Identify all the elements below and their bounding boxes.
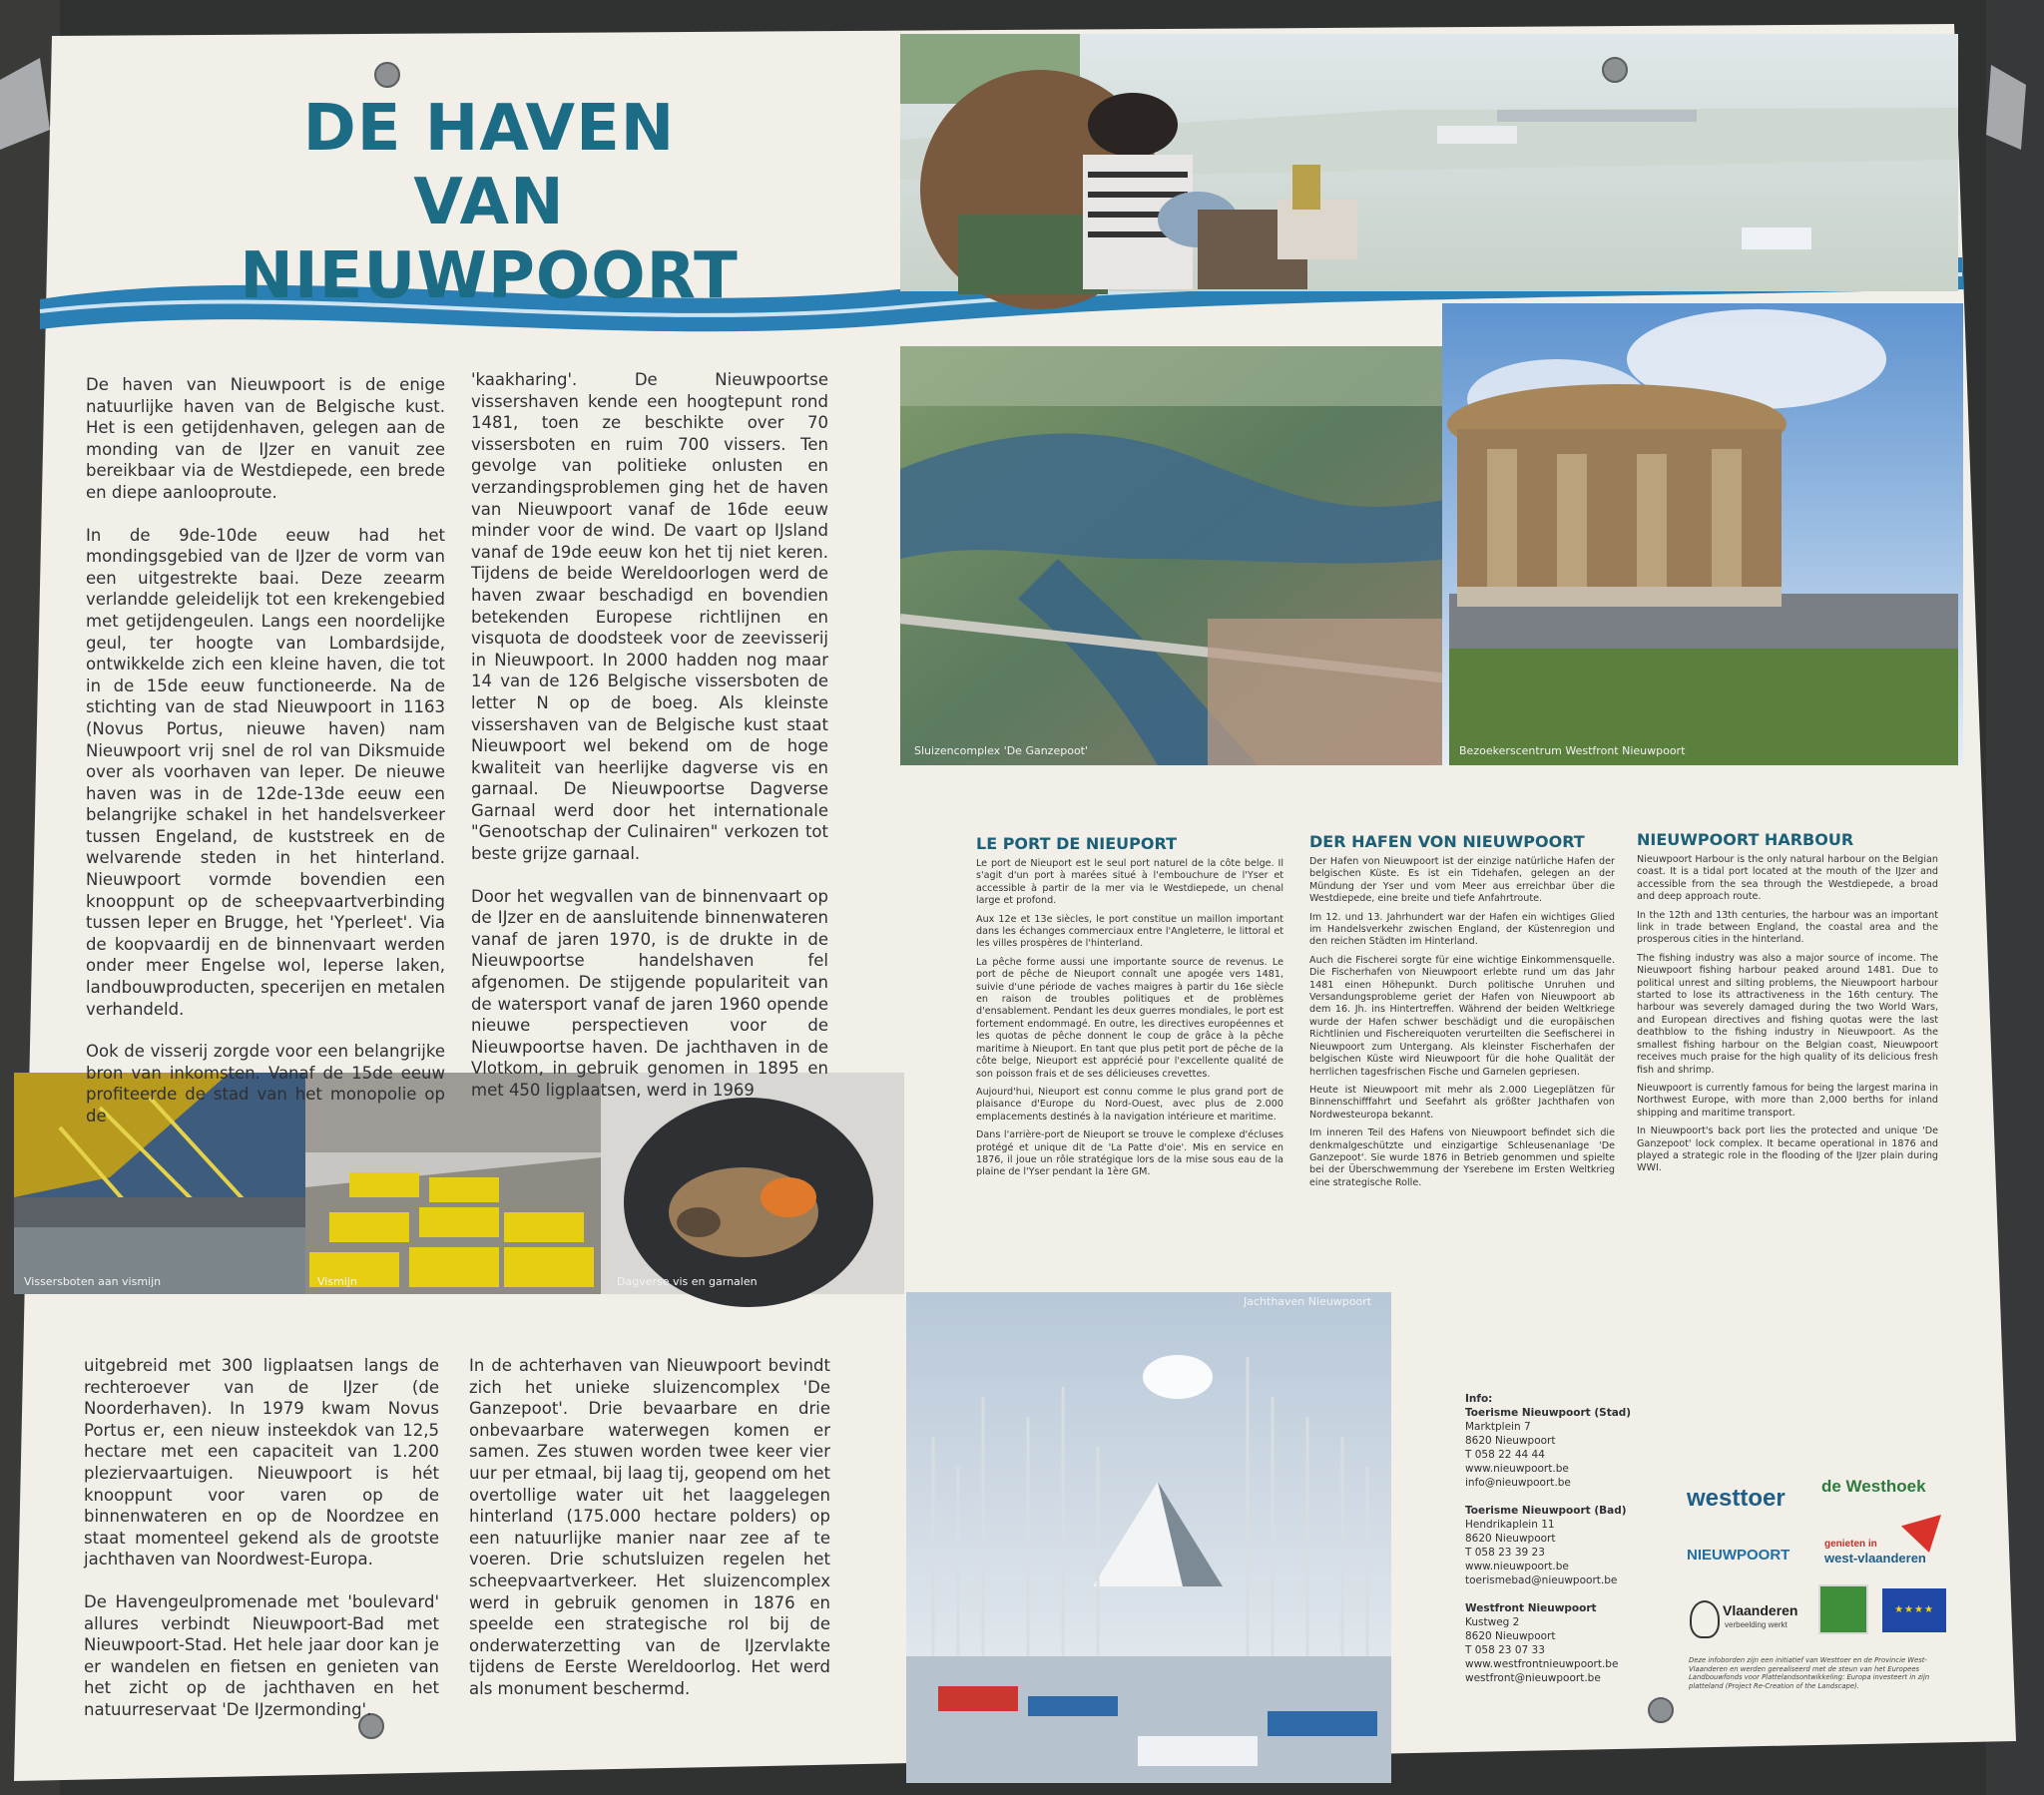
dutch-column-3 <box>84 1355 439 1742</box>
info-block <box>1465 1392 1685 1699</box>
paragraph: De Havengeulpromenade met 'boulevard' allures verbindt Nieuwpoort-Bad met Nieuwpoort-Stad. Het hele jaar door kan je er wandelen en fietsen en genieten van het zicht op de jachthaven en het natuurreservaat 'De IJzermonding'. <box>84 1591 439 1719</box>
info-label: Info: <box>1465 1393 1493 1405</box>
paragraph: Nieuwpoort is currently famous for being the largest marina in Northwest Europe, with more than 2,000 berths for inland shipping and maritime transport. <box>1637 1082 1938 1119</box>
email-link: westfront@nieuwpoort.be <box>1465 1672 1601 1684</box>
german-text <box>1309 856 1615 1195</box>
french-text <box>976 858 1283 1185</box>
paragraph: De haven van Nieuwpoort is de enige natuurlijke haven van de Belgische kust. Het is een getijdenhaven, gelegen aan de monding van de IJzer en vanuit zee bereikbaar via de Westdiepede, een brede en diepe aanlooproute. <box>86 375 445 502</box>
paragraph: Nieuwpoort Harbour is the only natural harbour on the Belgian coast. It is a tidal port located at the mouth of the IJzer and accessible from the sea through the Westdiepede, a broad and deep approach route. <box>1637 854 1938 903</box>
website-link: www.nieuwpoort.be <box>1465 1463 1569 1475</box>
french-heading: LE PORT DE NIEUPORT <box>976 834 1177 853</box>
vlaanderen-slogan: verbeelding werkt <box>1725 1620 1788 1629</box>
disclaimer-text: Deze infoborden zijn een initiatief van Westtoer en de Provincie West-Vlaanderen en werden gerealiseerd met de steun van het Europees Landbouwfonds voor Plattelandsontwikkeling: Europa investeert in zijn platteland (Project Re-Creation of the Landscape). <box>1689 1656 1930 1690</box>
paragraph: Le port de Nieuport est le seul port naturel de la côte belge. Il s'agit d'un port à marées situé à l'embouchure de l'Yser et accessible à partir de la mer via le Westdiepede, un chenal large et profond. <box>976 858 1283 907</box>
caption-boats: Vissersboten aan vismijn <box>24 1275 162 1288</box>
office-bad: Toerisme Nieuwpoort (Bad) Hendrikaplein 11 8620 Nieuwpoort T 058 23 39 23 www.nieuwpoort.be toerismebad@nieuwpoort.be <box>1465 1505 1627 1586</box>
caption-marina: Jachthaven Nieuwpoort <box>1244 1295 1372 1308</box>
caption-dish: Dagverse vis en garnalen <box>617 1275 758 1288</box>
paragraph: Heute ist Nieuwpoort mit mehr als 2.000 Liegeplätzen für Binnenschifffahrt und Seefahrt als größter Jachthafen von Nordwesteuropa bekannt. <box>1309 1084 1615 1121</box>
west-vlaanderen-logo-line1: genieten in <box>1824 1539 1877 1550</box>
paragraph: Ook de visserij zorgde voor een belangrijke bron van inkomsten. Vanaf de 15de eeuw profiteerde de stad van het monopolie op de <box>86 1042 445 1125</box>
paragraph: 'kaakharing'. De Nieuwpoortse vissershaven kende een hoogtepunt rond 1481, toen ze beschikte over 70 vissersboten en ruim 700 vissers. Ten gevolge van politieke onlusten en verzandingsproblemen ging het de haven van Nieuwpoort vanaf de 16de eeuw minder voor de wind. De vaart op IJsland vanaf de 19de eeuw kon het tij niet keren. Tijdens de beide Wereldoorlogen werd de haven zwaar beschadigd en bovendien betekenden Europese richtlijnen en visquota de doodsteek voor de zeevisserij in Nieuwpoort. In 2000 hadden nog maar 14 van de 126 Belgische vissersboten de letter N op de boeg. Als kleinste vissershaven van de Belgische kust staat Nieuwpoort wel bekend om de hoge kwaliteit van heerlijke dagverse vis en garnaal. De Nieuwpoortse Dagverse Garnaal werd door het internationale "Genootschap der Culinairen" verkozen tot beste grijze garnaal. <box>471 370 828 864</box>
leader-logo-icon <box>1818 1584 1868 1634</box>
paragraph: La pêche forme aussi une importante source de revenus. Le port de pêche de Nieuport connaît une apogée vers 1481, suivie d'une période de vaches maigres à partir du 16e siècle en raison de troubles politiques et de problèmes d'ensablement. Pendant les deux guerres mondiales, le port est fortement endommagé. En outre, les directives européennes et les quotas de pêche donnent le coup de grâce à la pêche maritime à Nieuport. En tant que plus petit port de pêche de la côte belge, Nieuport est apprécié pour l'excellente qualité de son poisson frais et de ses délicieuses crevettes. <box>976 956 1283 1080</box>
caption-fishmarket: Vismijn <box>317 1275 357 1288</box>
website-link: www.westfrontnieuwpoort.be <box>1465 1658 1619 1670</box>
paragraph: uitgebreid met 300 ligplaatsen langs de rechteroever van de IJzer (de Noorderhaven). In 1979 kwam Novus Portus er, een nieuw insteekdok van 12,5 hectare met een capaciteit van 1.200 pleziervaartuigen. Nieuwpoort is hét knooppunt voor varen op de binnenwateren en op de Noordzee en staat momenteel gekend als de grootste jachthaven van Noordwest-Europa. <box>84 1356 439 1570</box>
paragraph: In the 12th and 13th centuries, the harbour was an important link in trade between England, the coastal area and the prosperous cities in the hinterland. <box>1637 909 1938 946</box>
dutch-column-1 <box>86 374 445 1148</box>
title-line-2: NIEUWPOORT <box>240 239 739 313</box>
paragraph: Aux 12e et 13e siècles, le port constitue un maillon important dans les échanges commerciaux entre l'Angleterre, le littoral et les villes prospères de l'hinterland. <box>976 913 1283 950</box>
paragraph: Im inneren Teil des Hafens von Nieuwpoort befindet sich die denkmalgeschützte und einzigartige Schleusenanlage 'De Ganzepoot'. Sie wurde 1876 in Betrieb genommen und spielte bei der Überschwemmung der Yserebene im Ersten Weltkrieg eine strategische Rolle. <box>1309 1127 1615 1188</box>
paragraph: In Nieuwpoort's back port lies the protected and unique 'De Ganzepoot' lock complex. It became operational in 1876 and played a strategic role in the flooding of the IJzer plain during WWI. <box>1637 1125 1938 1174</box>
caption-monument: Bezoekerscentrum Westfront Nieuwpoort <box>1459 744 1686 757</box>
email-link: toerismebad@nieuwpoort.be <box>1465 1574 1618 1586</box>
title-line-1: DE HAVEN VAN <box>302 92 676 239</box>
office-stad: Toerisme Nieuwpoort (Stad) Marktplein 7 8620 Nieuwpoort T 058 22 44 44 www.nieuwpoort.be info@nieuwpoort.be <box>1465 1407 1632 1489</box>
caption-aerial: Sluizencomplex 'De Ganzepoot' <box>914 744 1089 757</box>
dutch-column-2 <box>471 369 828 1122</box>
website-link: www.nieuwpoort.be <box>1465 1561 1569 1572</box>
paragraph: The fishing industry was also a major source of income. The Nieuwpoort fishing harbour peaked around 1481. Due to political unrest and silting problems, the Nieuwpoort harbour started to lose its attractiveness in the 16th century. The harbour was severely damaged during the two World Wars, and European directives and fishing quotas were the last deathblow to the fishing industry in Nieuwpoort. As the smallest fishing harbour on the Belgian coast, Nieuwpoort receives much praise for the high quality of its delicious fresh fish and shrimp. <box>1637 952 1938 1076</box>
nieuwpoort-logo: NIEUWPOORT <box>1687 1547 1790 1564</box>
paragraph: Auch die Fischerei sorgte für eine wichtige Einkommensquelle. Die Fischerhafen von Nieuwpoort erlebte rund um das Jahr 1481 einen Höhepunkt. Durch politische Unruhen und Versandungsprobleme geriet der Hafen von Nieuwpoort ab dem 16. Jh. ins Hintertreffen. Während der beiden Weltkriege wurde der Hafen schwer beschädigt und die europäischen Richtlinien und Fischereiquoten verurteilten die Seefischerei in Nieuwpoort zum Untergang. Als kleinster Fischerhafen der belgischen Küste wird Nieuwpoort für die hohe Qualität der herrlichen tagesfrischen Fische und Garnelen gepriesen. <box>1309 954 1615 1078</box>
eu-flag-icon: ★★★★ <box>1882 1588 1946 1632</box>
paragraph: In de achterhaven van Nieuwpoort bevindt zich het unieke sluizencomplex 'De Ganzepoot'. Drie bevaarbare en drie onbevaarbare waterwegen komen er samen. Zes stuwen worden twee keer vier uur per etmaal, bij laag tij, geopend om het overtollige water uit het laaggelegen hinterland (175.000 hectare polders) op een natuurlijke manier naar zee af te voeren. Drie schutsluizen regelen het scheepvaartverkeer. Het sluizencomplex werd in gebruik genomen in 1876 en speelde een strategische rol bij de onderwaterzetting van de IJzervlakte tijdens de Eerste Wereldoorlog. Het werd als monument beschermd. <box>469 1356 830 1698</box>
office-westfront: Westfront Nieuwpoort Kustweg 2 8620 Nieuwpoort T 058 23 07 33 www.westfrontnieuwpoort.be westfront@nieuwpoort.be <box>1465 1602 1619 1684</box>
paragraph: Im 12. und 13. Jahrhundert war der Hafen ein wichtiges Glied im Handelsverkehr zwischen England, der Küstenregion und den reichen Städten im Hinterland. <box>1309 911 1615 948</box>
paragraph: Der Hafen von Nieuwpoort ist der einzige natürliche Hafen der belgischen Küste. Es ist ein Tidehafen, gelegen an der Mündung der Yser und vom Meer aus erreichbar über die Westdiepede, eine breite und tiefe Anfahrtroute. <box>1309 856 1615 905</box>
vlaanderen-logo: Vlaanderen <box>1723 1602 1798 1618</box>
westhoek-logo: de Westhoek <box>1821 1477 1926 1496</box>
dutch-column-4 <box>469 1355 830 1721</box>
west-vlaanderen-logo-line2: west-vlaanderen <box>1824 1551 1926 1566</box>
flemish-lion-icon <box>1690 1600 1720 1638</box>
paragraph: Door het wegvallen van de binnenvaart op de IJzer en de aansluitende binnenwateren vanaf de jaren 1970, is de drukte in de Nieuwpoortse handelshaven fel afgenomen. De stijgende populariteit van de watersport vanaf de jaren 1960 opende nieuwe perspectieven voor de Nieuwpoortse haven. De jachthaven in de Vlotkom, in gebruik genomen in 1895 en met 450 ligplaatsen, werd in 1969 <box>471 886 828 1100</box>
sign-title <box>230 92 749 313</box>
westtoer-logo: westtoer <box>1687 1485 1786 1512</box>
paragraph: Dans l'arrière-port de Nieuport se trouve le complexe d'écluses protégé et unique dit de 'La Patte d'oie'. Mis en service en 1876, il joue un rôle stratégique lors de la mise sous eau de la plaine de l'Yser pendant la 1ère GM. <box>976 1129 1283 1178</box>
paragraph: Aujourd'hui, Nieuport est connu comme le plus grand port de plaisance d'Europe du Nord-Ouest, avec plus de 2.000 emplacements destinés à la navigation intérieure et maritime. <box>976 1086 1283 1122</box>
english-text <box>1637 854 1938 1181</box>
paragraph: In de 9de-10de eeuw had het mondingsgebied van de IJzer de vorm van een uitgestrekte baai. Deze zeearm verlandde geleidelijk tot een krekengebied met getijdengeulen. Langs een noordelijke geul, ter hoogte van Lombardsijde, ontwikkelde zich een kleine haven, die tot in de 15de eeuw functioneerde. Na de stichting van de stad Nieuwpoort in 1163 (Novus Portus, nieuwe haven) nam Nieuwpoort vrij snel de rol van Diksmuide over als voorhaven van Ieper. De nieuwe haven was in de 12de-13de eeuw een belangrijke schakel in het handelsverkeer tussen Engeland, de kuststreek en de welvarende steden in het hinterland. Nieuwpoort vormde bovendien een knooppunt op de scheepvaartverbinding tussen Ieper en Brugge, het 'Yperleet'. Via de koopvaardij en de binnenvaart werden onder meer Engelse wol, Ieperse laken, landbouwproducten, specerijen en metalen verhandeld. <box>86 525 445 1019</box>
email-link: info@nieuwpoort.be <box>1465 1477 1571 1489</box>
german-heading: DER HAFEN VON NIEUWPOORT <box>1309 832 1585 851</box>
english-heading: NIEUWPOORT HARBOUR <box>1637 830 1854 849</box>
